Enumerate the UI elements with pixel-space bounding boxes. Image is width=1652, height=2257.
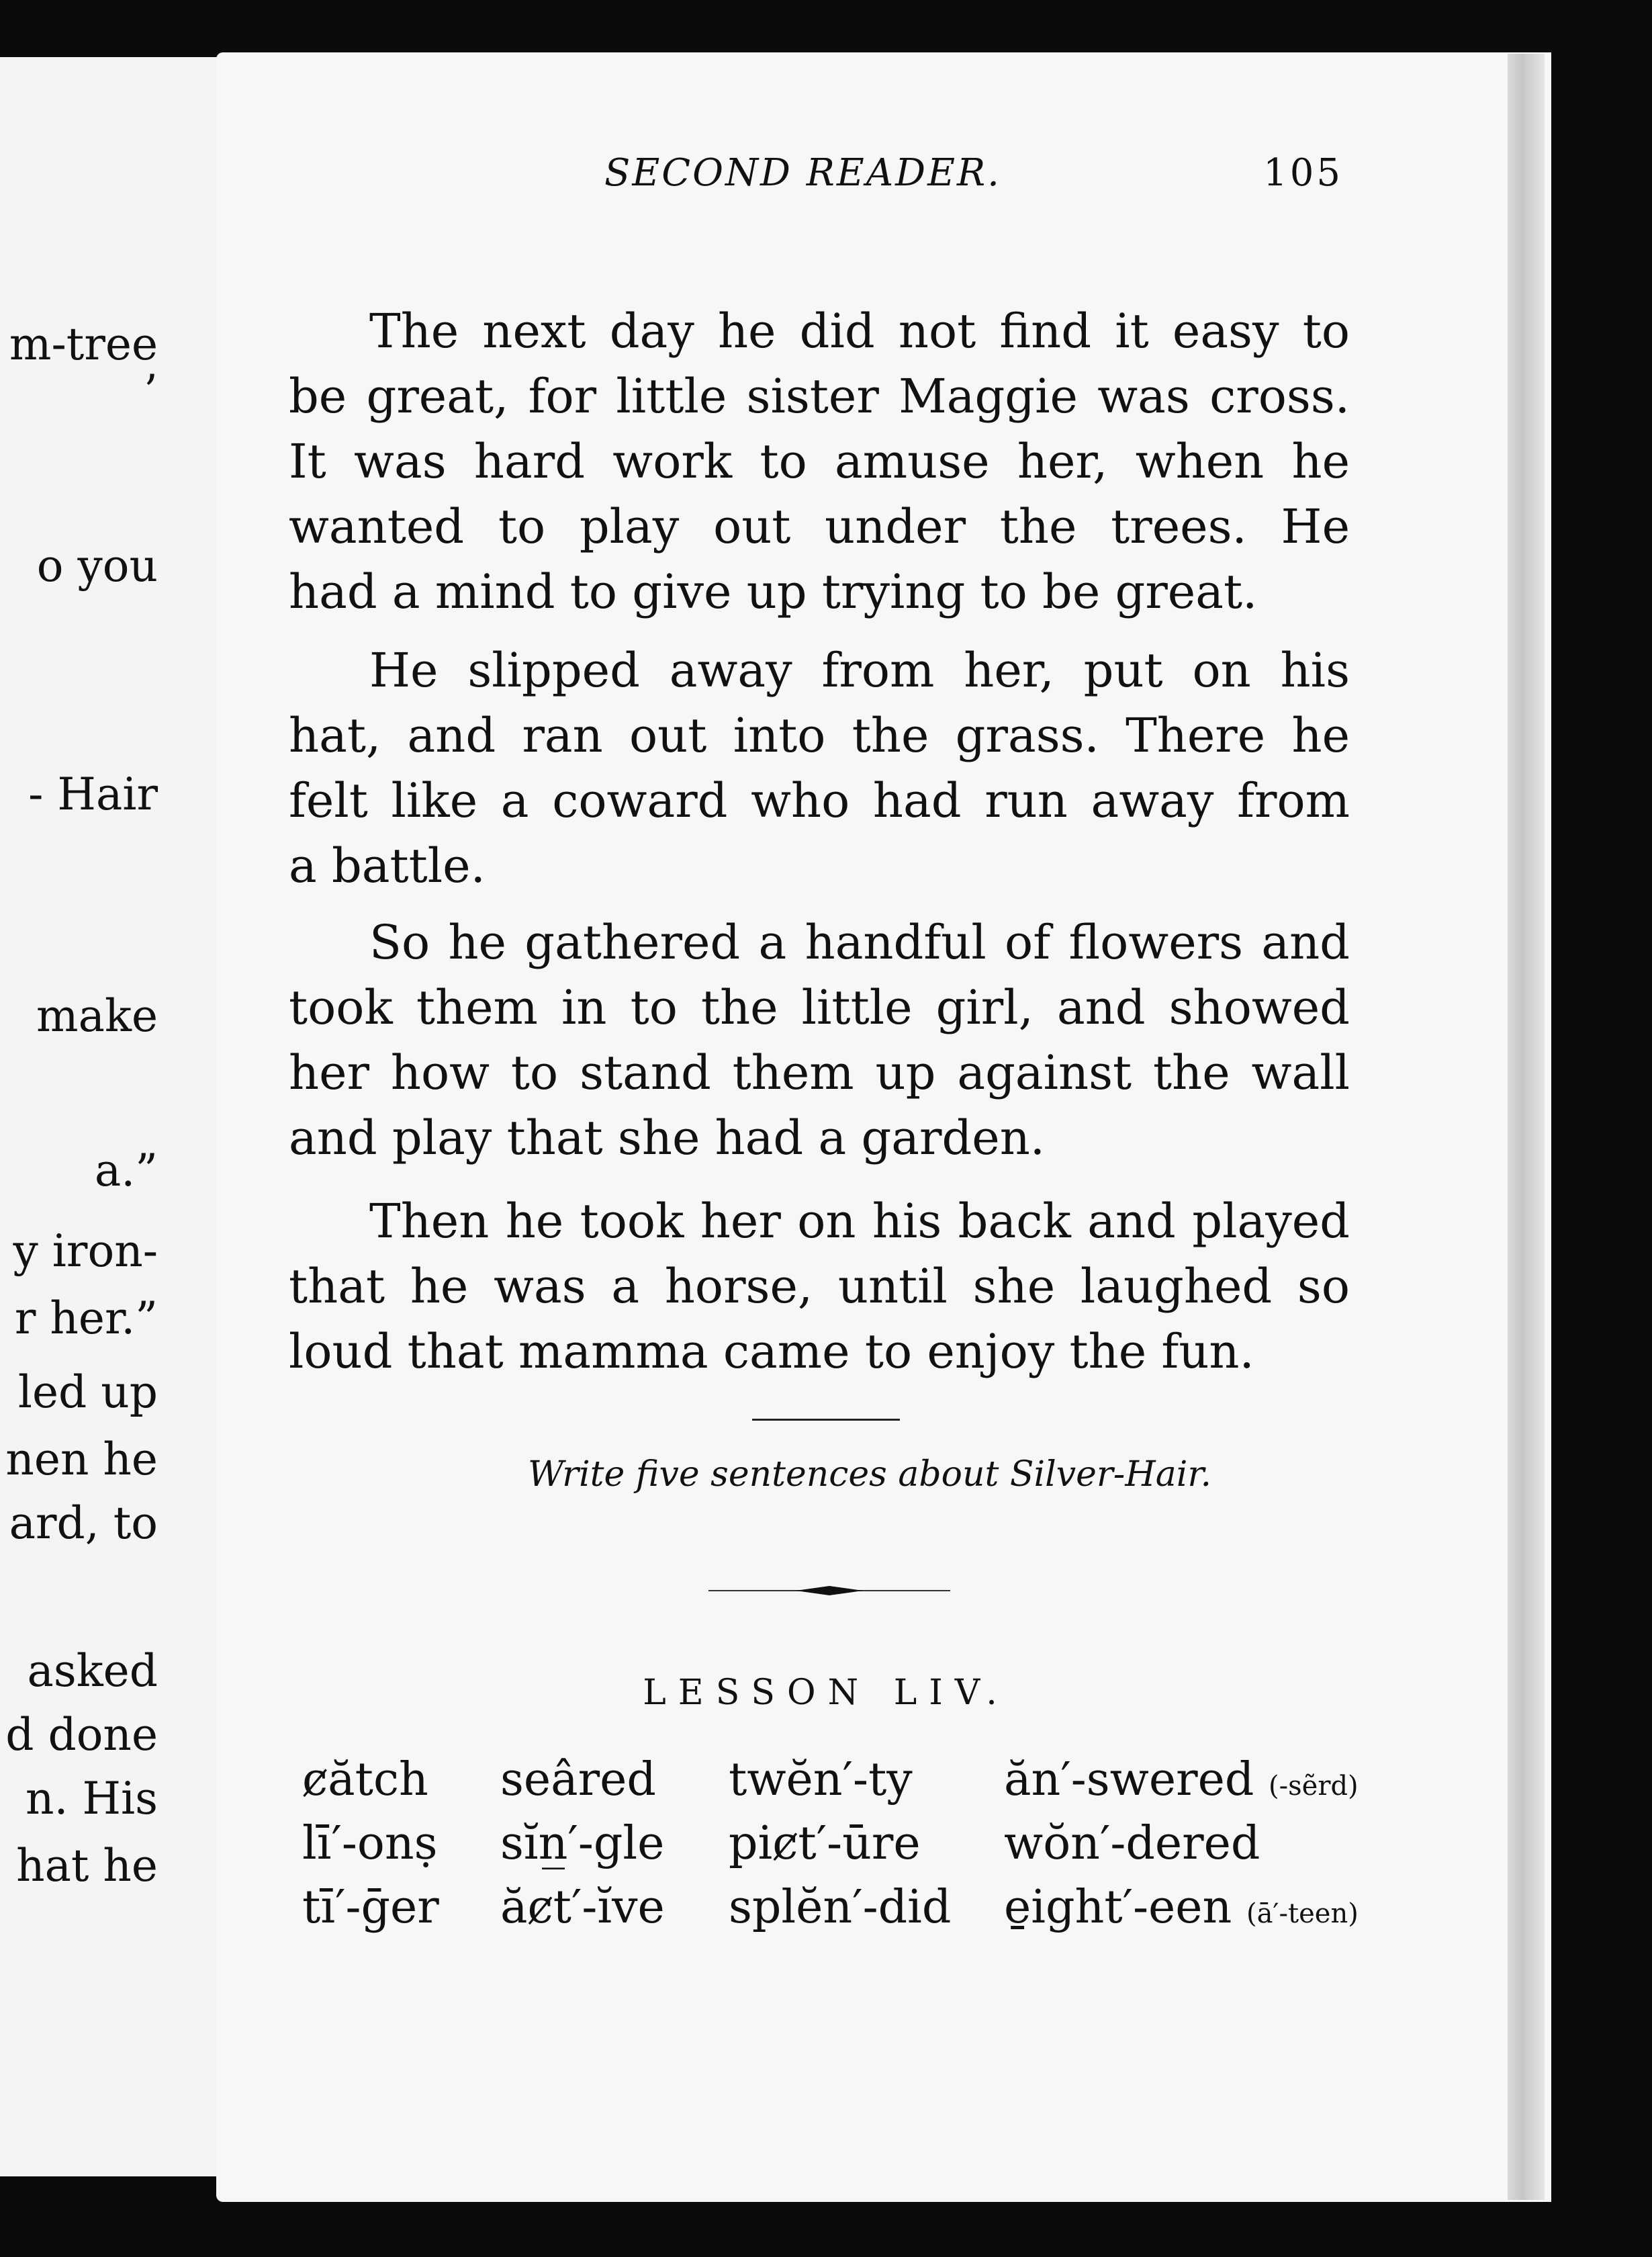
left-page-line: d done <box>5 1709 158 1761</box>
vocabulary-word <box>302 1881 439 1934</box>
section-rule <box>752 1419 900 1421</box>
left-page-line: n. His <box>25 1773 158 1824</box>
page-edge <box>1508 54 1545 2200</box>
text-line: loud that mamma came to enjoy the fun. <box>289 1324 1254 1379</box>
vocabulary-word-text: tī′-ḡer <box>302 1881 439 1934</box>
left-page-line: r her.” <box>14 1292 158 1344</box>
vocabulary-list <box>302 1753 1377 1945</box>
vocabulary-word <box>500 1881 665 1934</box>
vocabulary-word <box>729 1817 921 1870</box>
pronunciation-note: (-sẽrd) <box>1269 1771 1359 1802</box>
text-line: had a mind to give up trying to be great. <box>289 564 1258 619</box>
vocabulary-word <box>302 1817 438 1870</box>
paragraph <box>289 299 1350 625</box>
left-page-line: hat he <box>16 1840 158 1892</box>
page-number: 105 <box>1263 151 1343 195</box>
vocabulary-word <box>500 1753 656 1806</box>
paragraph <box>289 638 1350 899</box>
left-page-line: o you <box>36 540 158 592</box>
vocabulary-word-text: lī′-onṣ <box>302 1817 438 1870</box>
text-line: wanted to play out under the trees. He <box>289 499 1350 554</box>
left-page-line: m-tree <box>9 318 158 370</box>
text-line: It was hard work to amuse her, when he <box>289 434 1350 489</box>
vocabulary-row <box>302 1753 1377 1817</box>
text-line: felt like a coward who had run away from <box>289 773 1350 828</box>
text-line: a battle. <box>289 838 486 893</box>
vocabulary-word <box>1004 1881 1359 1934</box>
ornament-divider <box>708 1583 950 1599</box>
vocabulary-word-text: twĕn′-ty <box>729 1753 913 1806</box>
text-line: that he was a horse, until she laughed so <box>289 1259 1350 1314</box>
left-page-line: nen he <box>5 1433 158 1485</box>
vocabulary-row <box>302 1881 1377 1945</box>
running-head-title: SECOND READER. <box>604 151 1001 195</box>
left-page-line: make <box>36 990 158 1042</box>
text-line: took them in to the little girl, and showed <box>289 980 1350 1035</box>
text-line: So he gathered a handful of flowers and <box>369 915 1350 970</box>
vocabulary-word-text: ăn′-swered <box>1004 1753 1254 1806</box>
vocabulary-word-text: sĭn̲′-gle <box>500 1817 665 1870</box>
writing-instruction: Write five sentences about Silver-Hair. <box>527 1454 1211 1495</box>
vocabulary-word-text: ȼătch <box>302 1753 428 1806</box>
text-line: hat, and ran out into the grass. There he <box>289 708 1350 763</box>
text-line: The next day he did not find it easy to <box>369 304 1350 359</box>
vocabulary-word <box>729 1753 913 1806</box>
left-page-line: ard, to <box>9 1497 158 1549</box>
vocabulary-word-text: wŏn′-dered <box>1004 1817 1260 1870</box>
vocabulary-word-text: e̱ight′-een <box>1004 1881 1232 1934</box>
left-page-fragment <box>0 57 224 2176</box>
left-page-line: led up <box>17 1366 158 1418</box>
text-line: and play that she had a garden. <box>289 1110 1046 1165</box>
vocabulary-word <box>500 1817 664 1870</box>
vocabulary-word <box>1004 1817 1260 1870</box>
vocabulary-word-text: seâred <box>500 1753 656 1806</box>
left-page-line: - Hair <box>28 768 158 820</box>
vocabulary-word-text: splĕn′-did <box>729 1881 952 1934</box>
vocabulary-word-text: ăȼt′-ĭve <box>500 1881 665 1934</box>
text-line: He slipped away from her, put on his <box>369 643 1350 698</box>
left-page-line: asked <box>27 1645 158 1697</box>
vocabulary-word <box>1004 1753 1359 1806</box>
vocabulary-word <box>302 1753 428 1806</box>
left-page-line: y iron- <box>13 1225 158 1277</box>
paragraph <box>289 1189 1350 1384</box>
text-line: be great, for little sister Maggie was cross. <box>289 369 1350 424</box>
running-head <box>389 151 1370 212</box>
lesson-title: LESSON LIV. <box>643 1673 1009 1713</box>
pronunciation-note: (ā′-teen) <box>1246 1898 1359 1929</box>
text-line: her how to stand them up against the wall <box>289 1045 1350 1100</box>
text-line: Then he took her on his back and played <box>369 1194 1350 1249</box>
paragraph <box>289 910 1350 1171</box>
vocabulary-word <box>729 1881 951 1934</box>
left-page-line: a.” <box>94 1145 158 1196</box>
vocabulary-row <box>302 1817 1377 1881</box>
left-page-line: ’ <box>144 365 158 417</box>
vocabulary-word-text: piȼt′-ūre <box>729 1817 921 1870</box>
